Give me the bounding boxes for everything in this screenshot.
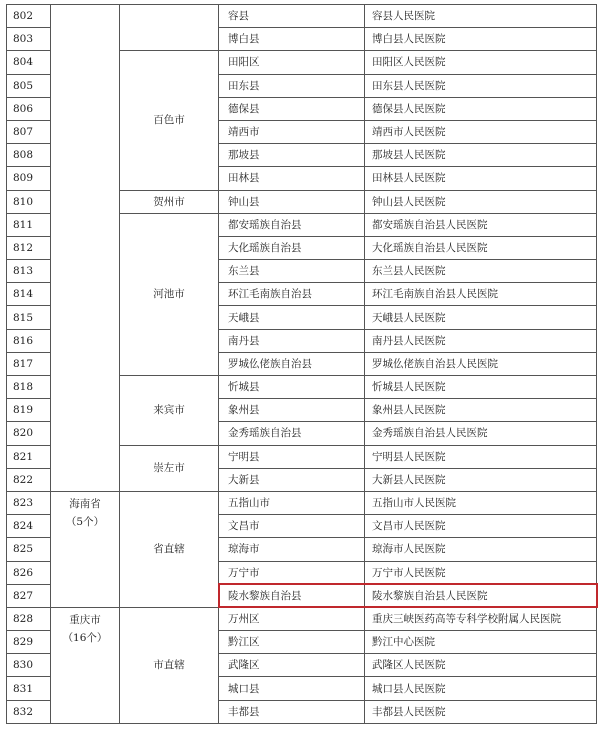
- city-cell-hechi: 河池市: [120, 213, 219, 375]
- hospital-cell: 忻城县人民医院: [365, 376, 597, 399]
- city-cell-hezhou: 贺州市: [120, 190, 219, 213]
- county-cell: 田阳区: [219, 51, 365, 74]
- city-cell-chongzuo: 崇左市: [120, 445, 219, 491]
- county-cell: 万州区: [219, 607, 365, 630]
- table-row: [7, 5, 597, 28]
- hospital-cell: 容县人民医院: [365, 5, 597, 28]
- hospital-cell: 金秀瑶族自治县人民医院: [365, 422, 597, 445]
- hospital-cell: 宁明县人民医院: [365, 445, 597, 468]
- hospital-list-document: [6, 4, 596, 724]
- row-number: 808: [7, 144, 51, 167]
- county-cell: 东兰县: [219, 260, 365, 283]
- county-cell: 陵水黎族自治县: [219, 584, 365, 607]
- hospital-cell: 陵水黎族自治县人民医院: [365, 584, 597, 607]
- hospital-cell: 黔江中心医院: [365, 631, 597, 654]
- row-number: 824: [7, 515, 51, 538]
- row-number: 804: [7, 51, 51, 74]
- province-count: （5个）: [65, 515, 105, 528]
- hospital-cell: 丰都县人民医院: [365, 700, 597, 723]
- row-number: 832: [7, 700, 51, 723]
- row-number: 828: [7, 607, 51, 630]
- county-cell: 那坡县: [219, 144, 365, 167]
- city-cell-baise: 百色市: [120, 51, 219, 190]
- row-number: 829: [7, 631, 51, 654]
- province-name: 海南省: [69, 497, 101, 510]
- row-number: 806: [7, 97, 51, 120]
- hospital-cell: 都安瑶族自治县人民医院: [365, 213, 597, 236]
- county-cell: 文昌市: [219, 515, 365, 538]
- hospital-cell: 重庆三峡医药高等专科学校附属人民医院: [365, 607, 597, 630]
- row-number: 821: [7, 445, 51, 468]
- hospital-cell: 钟山县人民医院: [365, 190, 597, 213]
- county-cell: 德保县: [219, 97, 365, 120]
- hospital-cell: 文昌市人民医院: [365, 515, 597, 538]
- county-cell: 南丹县: [219, 329, 365, 352]
- hospital-cell: 田东县人民医院: [365, 74, 597, 97]
- hospital-cell: 东兰县人民医院: [365, 260, 597, 283]
- hospital-cell: 环江毛南族自治县人民医院: [365, 283, 597, 306]
- table-row: [7, 491, 597, 514]
- hospital-cell: 罗城仫佬族自治县人民医院: [365, 352, 597, 375]
- county-cell: 黔江区: [219, 631, 365, 654]
- hospital-cell: 天峨县人民医院: [365, 306, 597, 329]
- hospital-cell: 象州县人民医院: [365, 399, 597, 422]
- hospital-cell: 南丹县人民医院: [365, 329, 597, 352]
- city-cell-chongqing-direct: 市直辖: [120, 607, 219, 723]
- county-cell: 大新县: [219, 468, 365, 491]
- row-number: 811: [7, 213, 51, 236]
- row-number: 825: [7, 538, 51, 561]
- hospital-cell: 靖西市人民医院: [365, 120, 597, 143]
- row-number: 822: [7, 468, 51, 491]
- province-cell-continued: [51, 5, 120, 492]
- county-cell: 田东县: [219, 74, 365, 97]
- county-cell: 靖西市: [219, 120, 365, 143]
- hospital-cell: 城口县人民医院: [365, 677, 597, 700]
- county-cell: 博白县: [219, 28, 365, 51]
- county-cell: 金秀瑶族自治县: [219, 422, 365, 445]
- county-cell: 容县: [219, 5, 365, 28]
- county-cell: 忻城县: [219, 376, 365, 399]
- county-cell: 琼海市: [219, 538, 365, 561]
- county-cell: 武隆区: [219, 654, 365, 677]
- hospital-cell: 大化瑶族自治县人民医院: [365, 236, 597, 259]
- county-cell: 都安瑶族自治县: [219, 213, 365, 236]
- city-cell-continued: [120, 5, 219, 51]
- province-cell-hainan: [51, 491, 120, 607]
- row-number: 830: [7, 654, 51, 677]
- county-cell: 城口县: [219, 677, 365, 700]
- province-name: 重庆市: [69, 613, 101, 626]
- county-cell: 钟山县: [219, 190, 365, 213]
- row-number: 831: [7, 677, 51, 700]
- hospital-cell: 五指山市人民医院: [365, 491, 597, 514]
- row-number: 820: [7, 422, 51, 445]
- province-count: （16个）: [62, 631, 108, 644]
- city-cell-laibin: 来宾市: [120, 376, 219, 446]
- row-number: 810: [7, 190, 51, 213]
- province-cell-chongqing: [51, 607, 120, 723]
- hospital-cell: 博白县人民医院: [365, 28, 597, 51]
- row-number: 816: [7, 329, 51, 352]
- hospital-cell: 田阳区人民医院: [365, 51, 597, 74]
- hospital-table: [6, 4, 597, 724]
- hospital-cell: 田林县人民医院: [365, 167, 597, 190]
- row-number: 809: [7, 167, 51, 190]
- row-number: 812: [7, 236, 51, 259]
- hospital-cell: 琼海市人民医院: [365, 538, 597, 561]
- row-number: 813: [7, 260, 51, 283]
- county-cell: 万宁市: [219, 561, 365, 584]
- hospital-cell: 大新县人民医院: [365, 468, 597, 491]
- county-cell: 丰都县: [219, 700, 365, 723]
- hospital-cell: 武隆区人民医院: [365, 654, 597, 677]
- table-row: [7, 607, 597, 630]
- row-number: 814: [7, 283, 51, 306]
- row-number: 817: [7, 352, 51, 375]
- row-number: 827: [7, 584, 51, 607]
- row-number: 826: [7, 561, 51, 584]
- row-number: 803: [7, 28, 51, 51]
- row-number: 802: [7, 5, 51, 28]
- county-cell: 罗城仫佬族自治县: [219, 352, 365, 375]
- county-cell: 环江毛南族自治县: [219, 283, 365, 306]
- county-cell: 象州县: [219, 399, 365, 422]
- county-cell: 大化瑶族自治县: [219, 236, 365, 259]
- county-cell: 田林县: [219, 167, 365, 190]
- county-cell: 宁明县: [219, 445, 365, 468]
- row-number: 823: [7, 491, 51, 514]
- city-cell-hainan-direct: 省直辖: [120, 491, 219, 607]
- row-number: 818: [7, 376, 51, 399]
- county-cell: 天峨县: [219, 306, 365, 329]
- county-cell: 五指山市: [219, 491, 365, 514]
- hospital-cell: 德保县人民医院: [365, 97, 597, 120]
- hospital-cell: 那坡县人民医院: [365, 144, 597, 167]
- row-number: 805: [7, 74, 51, 97]
- row-number: 815: [7, 306, 51, 329]
- row-number: 807: [7, 120, 51, 143]
- row-number: 819: [7, 399, 51, 422]
- hospital-cell: 万宁市人民医院: [365, 561, 597, 584]
